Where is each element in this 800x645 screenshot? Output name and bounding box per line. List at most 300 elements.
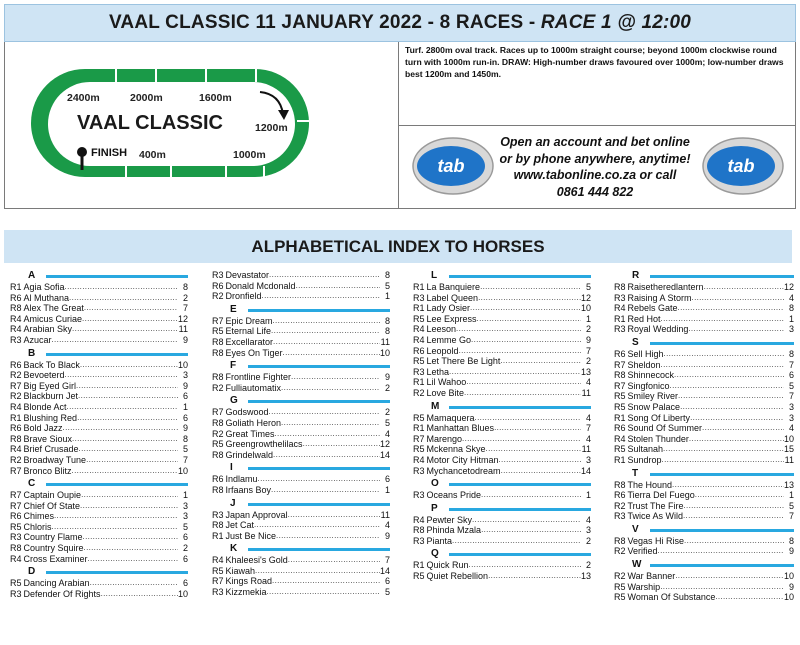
horse-entry — [614, 571, 794, 582]
horse-name: Great Times — [225, 428, 275, 439]
race-number: R1 — [614, 313, 626, 324]
horse-name: Goliath Heron — [225, 417, 282, 428]
horse-number: 6 — [182, 412, 188, 423]
horse-entry — [10, 455, 188, 466]
race-number: R2 — [10, 454, 22, 465]
promo-line-4: 0861 444 822 — [556, 184, 634, 199]
horse-entry — [212, 407, 390, 418]
horse-number: 6 — [182, 578, 188, 589]
letter-label: I — [230, 462, 233, 474]
horse-number: 7 — [182, 303, 188, 314]
race-number: R6 — [212, 474, 224, 485]
leader-dots — [452, 536, 581, 547]
track-name: VAAL CLASSIC — [77, 112, 223, 134]
tab-promo — [399, 125, 796, 208]
finish-label: FINISH — [91, 147, 128, 159]
horse-entry — [614, 536, 794, 547]
horse-name: Snow Palace — [627, 401, 681, 412]
race-number: R8 — [212, 347, 224, 358]
leader-dots — [303, 439, 380, 450]
letter-divider — [449, 553, 591, 556]
horse-name: Let There Be Light — [426, 356, 501, 367]
race-number: R7 — [413, 433, 425, 444]
horse-name: Mckenna Skye — [426, 444, 486, 455]
horse-entry — [614, 501, 794, 512]
race-number: R6 — [614, 490, 626, 501]
leader-dots — [79, 444, 178, 455]
horse-entry — [614, 303, 794, 314]
race-number: R2 — [212, 382, 224, 393]
horse-entry — [10, 554, 188, 565]
letter-divider — [449, 483, 591, 486]
horse-name: Al Muthana — [23, 292, 70, 303]
leader-dots — [273, 450, 380, 461]
title-race: RACE 1 @ 12:00 — [540, 12, 692, 33]
horse-entry — [10, 282, 188, 293]
horse-name: Back To Black — [23, 359, 80, 370]
tab-logo-right-text: tab — [727, 156, 755, 176]
leader-dots — [449, 367, 581, 378]
horse-number: 7 — [182, 454, 188, 465]
index-column-3 — [413, 270, 591, 584]
horse-name: La Banquiere — [426, 282, 481, 292]
horse-entry — [413, 536, 591, 547]
marker-1600m: 1600m — [199, 92, 232, 104]
leader-dots — [283, 348, 380, 359]
race-number: R8 — [614, 370, 626, 381]
letter-heading — [413, 548, 591, 559]
horse-number: 1 — [182, 401, 188, 412]
horse-entry — [413, 423, 591, 434]
horse-number: 5 — [384, 417, 390, 428]
leader-dots — [472, 515, 581, 526]
leader-dots — [702, 423, 784, 434]
letter-heading — [413, 401, 591, 412]
race-number: R2 — [212, 428, 224, 439]
horse-name: Lady Osier — [426, 303, 471, 314]
letter-label: S — [632, 336, 639, 348]
horse-name: Quick Run — [426, 560, 469, 571]
horse-entry — [10, 578, 188, 589]
letter-divider — [650, 529, 794, 532]
horse-entry — [10, 501, 188, 512]
horse-name: Motor City Hitman — [426, 454, 499, 465]
letter-heading — [10, 348, 188, 359]
horse-number: 8 — [182, 433, 188, 444]
leader-dots — [271, 485, 380, 496]
race-number: R5 — [614, 391, 626, 402]
horse-name: Raisetheredlantern — [627, 282, 704, 292]
leader-dots — [296, 281, 380, 292]
race-number: R7 — [10, 380, 22, 391]
page-title — [4, 4, 796, 42]
race-number: R4 — [10, 313, 22, 324]
horse-name: Shinnecock — [627, 370, 675, 381]
horse-entry — [212, 316, 390, 327]
horse-number: 9 — [384, 530, 390, 541]
horse-entry — [413, 293, 591, 304]
letter-divider — [46, 353, 188, 356]
horse-number: 1 — [384, 484, 390, 495]
horse-number: 4 — [585, 433, 591, 444]
horse-entry — [212, 587, 390, 598]
horse-name: Agia Sofia — [23, 282, 65, 292]
horse-number: 3 — [182, 370, 188, 381]
letter-heading — [413, 503, 591, 514]
horse-number: 13 — [580, 571, 591, 582]
promo-line-3: www.tabonline.co.za or call — [513, 168, 677, 182]
horse-number: 1 — [788, 313, 794, 324]
horse-number: 9 — [788, 581, 794, 592]
horse-number: 10 — [177, 359, 188, 370]
leader-dots — [664, 349, 784, 360]
horse-number: 11 — [380, 509, 390, 520]
race-number: R1 — [413, 377, 425, 388]
leader-dots — [84, 543, 178, 554]
horse-number: 13 — [783, 479, 794, 490]
horse-entry — [614, 592, 794, 603]
horse-entry — [10, 543, 188, 554]
horse-entry — [10, 589, 188, 600]
horse-number: 3 — [585, 454, 591, 465]
horse-number: 4 — [788, 292, 794, 303]
leader-dots — [271, 326, 380, 337]
horse-name: Bevoeterd — [23, 370, 65, 381]
letter-heading — [212, 360, 390, 371]
race-number: R2 — [413, 387, 425, 398]
horse-number: 8 — [384, 270, 390, 280]
letter-label: D — [28, 566, 36, 578]
letter-label: G — [230, 395, 238, 407]
letter-divider — [650, 275, 794, 278]
race-number: R6 — [10, 423, 22, 434]
race-number: R5 — [413, 313, 425, 324]
race-number: R3 — [212, 270, 224, 280]
race-number: R2 — [614, 571, 626, 582]
horse-entry — [413, 444, 591, 455]
letter-divider — [46, 571, 188, 574]
race-number: R8 — [413, 525, 425, 536]
horse-entry — [614, 282, 794, 293]
letter-heading — [10, 478, 188, 489]
race-number: R8 — [212, 449, 224, 460]
horse-name: Frontline Fighter — [225, 372, 292, 383]
horse-number: 12 — [177, 313, 188, 324]
race-number: R5 — [212, 565, 224, 576]
horse-name: Chloris — [23, 521, 52, 532]
horse-number: 10 — [379, 347, 390, 358]
horse-name: Song Of Liberty — [627, 412, 691, 423]
horse-number: 7 — [788, 391, 794, 402]
leader-dots — [72, 434, 178, 445]
leader-dots — [90, 578, 178, 589]
leader-dots — [464, 388, 581, 399]
letter-divider — [248, 467, 390, 470]
race-number: R6 — [413, 345, 425, 356]
horse-name: Country Squire — [23, 543, 84, 554]
leader-dots — [704, 282, 784, 293]
leader-dots — [288, 555, 380, 566]
horse-entry — [614, 434, 794, 445]
race-number: R8 — [212, 372, 224, 383]
race-number: R8 — [212, 484, 224, 495]
horse-entry — [10, 335, 188, 346]
horse-number: 10 — [783, 592, 794, 603]
race-number: R2 — [10, 370, 22, 381]
horse-name: Twice As Wild — [627, 511, 684, 522]
horse-entry — [212, 439, 390, 450]
leader-dots — [82, 314, 178, 325]
horse-entry — [10, 413, 188, 424]
leader-dots — [478, 293, 581, 304]
horse-entry — [413, 367, 591, 378]
horse-name: Just Be Nice — [225, 530, 277, 541]
race-number: R5 — [413, 571, 425, 582]
leader-dots — [52, 335, 178, 346]
leader-dots — [84, 303, 178, 314]
leader-dots — [254, 520, 380, 531]
horse-entry — [212, 450, 390, 461]
leader-dots — [690, 413, 784, 424]
horse-number: 5 — [182, 521, 188, 532]
race-number: R6 — [10, 511, 22, 522]
leader-dots — [276, 531, 380, 542]
race-number: R1 — [614, 412, 626, 423]
horse-entry — [212, 372, 390, 383]
horse-name: Khaleesi's Gold — [225, 555, 288, 566]
horse-number: 2 — [585, 560, 591, 571]
horse-number: 2 — [182, 543, 188, 554]
horse-number: 6 — [182, 391, 188, 402]
race-number: R1 — [413, 560, 425, 571]
letter-heading — [212, 543, 390, 554]
horse-name: Dancing Arabian — [23, 578, 90, 589]
horse-entry — [10, 532, 188, 543]
horse-number: 9 — [182, 380, 188, 391]
horse-name: Red Hot — [627, 313, 661, 324]
horse-name: Sultanah — [627, 444, 664, 455]
letter-label: O — [431, 478, 439, 490]
letter-divider — [248, 365, 390, 368]
horse-number: 5 — [585, 282, 591, 292]
horse-name: Amicus Curiae — [23, 313, 83, 324]
horse-entry — [413, 282, 591, 293]
horse-entry — [614, 349, 794, 360]
horse-entry — [212, 270, 390, 281]
horse-entry — [413, 335, 591, 346]
horse-entry — [614, 391, 794, 402]
horse-number: 13 — [580, 366, 591, 377]
letter-label: L — [431, 270, 438, 281]
race-number: R5 — [10, 521, 22, 532]
horse-entry — [614, 490, 794, 501]
horse-entry — [614, 582, 794, 593]
horse-number: 2 — [585, 356, 591, 367]
leader-dots — [688, 324, 784, 335]
horse-name: Warship — [627, 581, 661, 592]
horse-entry — [413, 560, 591, 571]
promo-text — [495, 134, 695, 200]
race-number: R5 — [413, 412, 425, 423]
horse-name: Jet Cat — [225, 520, 255, 531]
horse-entry — [413, 346, 591, 357]
marker-2400m: 2400m — [67, 92, 100, 104]
promo-line-2: or by phone anywhere, anytime! — [499, 151, 691, 166]
horse-entry — [413, 525, 591, 536]
letter-label: F — [230, 360, 237, 372]
leader-dots — [494, 423, 581, 434]
horse-name: Godswood — [225, 407, 269, 418]
horse-name: Mamaquera — [426, 412, 475, 423]
horse-name: Marengo — [426, 433, 463, 444]
race-number: R8 — [614, 479, 626, 490]
horse-entry — [614, 546, 794, 557]
leader-dots — [281, 418, 380, 429]
race-number: R5 — [614, 444, 626, 455]
letter-label: P — [431, 502, 438, 514]
horse-number: 3 — [585, 525, 591, 536]
horse-name: Smiley River — [627, 391, 679, 402]
horse-entry — [10, 423, 188, 434]
race-number: R5 — [212, 439, 224, 450]
leader-dots — [272, 576, 380, 587]
horse-name: Mychancetodream — [426, 465, 501, 476]
horse-number: 7 — [585, 423, 591, 434]
horse-number: 8 — [384, 326, 390, 337]
letter-label: J — [230, 497, 236, 509]
race-number: R8 — [614, 535, 626, 546]
horse-number: 2 — [182, 292, 188, 303]
race-number: R4 — [212, 555, 224, 566]
leader-dots — [72, 324, 178, 335]
horse-entry — [212, 510, 390, 521]
horse-entry — [212, 555, 390, 566]
leader-dots — [500, 356, 581, 367]
horse-entry — [10, 293, 188, 304]
horse-name: Fulliautomatix — [225, 382, 282, 393]
horse-entry — [10, 444, 188, 455]
leader-dots — [692, 293, 784, 304]
horse-number: 14 — [580, 465, 591, 476]
tab-logo-right — [701, 136, 785, 196]
horse-number: 6 — [788, 370, 794, 381]
horse-number: 8 — [788, 348, 794, 359]
horse-index — [0, 270, 800, 645]
leader-dots — [715, 592, 784, 603]
course-description: Turf. 2800m oval track. Races up to 1000m straight course; beyond 1000m clockwise round turn with 1000m run-in. DRAW: High-number draws favoured over 1000m; low-number draws best 1200m and 1450m. — [405, 45, 784, 79]
horse-entry — [10, 370, 188, 381]
leader-dots — [262, 291, 380, 302]
leader-dots — [480, 282, 581, 293]
horse-number: 3 — [182, 511, 188, 522]
letter-label: R — [632, 270, 640, 281]
horse-name: Rebels Gate — [627, 303, 678, 314]
horse-number: 6 — [384, 474, 390, 485]
race-number: R2 — [614, 546, 626, 557]
leader-dots — [672, 480, 784, 491]
leader-dots — [684, 536, 784, 547]
leader-dots — [486, 444, 581, 455]
leader-dots — [680, 402, 784, 413]
race-number: R4 — [413, 324, 425, 335]
horse-name: Cross Examiner — [23, 553, 88, 564]
horse-number: 10 — [177, 465, 188, 476]
race-number: R1 — [413, 303, 425, 314]
leader-dots — [54, 511, 178, 522]
leader-dots — [80, 501, 178, 512]
horse-entry — [10, 360, 188, 371]
horse-entry — [10, 324, 188, 335]
race-number: R4 — [10, 553, 22, 564]
race-number: R7 — [10, 465, 22, 476]
leader-dots — [78, 391, 178, 402]
index-column-2 — [212, 270, 390, 600]
horse-entry — [10, 522, 188, 533]
horse-entry — [10, 314, 188, 325]
horse-number: 3 — [788, 401, 794, 412]
leader-dots — [466, 377, 581, 388]
letter-divider — [248, 548, 390, 551]
horse-number: 7 — [384, 555, 390, 566]
letter-heading — [413, 270, 591, 281]
leader-dots — [65, 370, 178, 381]
letter-label: V — [632, 523, 639, 535]
horse-number: 7 — [788, 359, 794, 370]
letter-heading — [10, 270, 188, 281]
horse-entry — [212, 520, 390, 531]
horse-number: 5 — [788, 380, 794, 391]
letter-divider — [46, 275, 188, 278]
horse-name: Love Bite — [426, 387, 465, 398]
marker-1000m: 1000m — [233, 149, 266, 161]
leader-dots — [88, 554, 178, 565]
leader-dots — [684, 501, 784, 512]
horse-entry — [212, 418, 390, 429]
horse-number: 1 — [585, 313, 591, 324]
leader-dots — [459, 346, 581, 357]
marker-1200m: 1200m — [255, 122, 288, 134]
horse-number: 11 — [380, 336, 390, 347]
leader-dots — [255, 566, 380, 577]
horse-entry — [212, 348, 390, 359]
horse-number: 1 — [182, 490, 188, 501]
race-number: R7 — [212, 315, 224, 326]
horse-name: Vegas Hi Rise — [627, 535, 685, 546]
horse-name: Lee Express — [426, 313, 477, 324]
horse-number: 5 — [384, 587, 390, 598]
horse-name: Alex The Great — [23, 303, 84, 314]
horse-name: Singfonico — [627, 380, 670, 391]
horse-name: Bold Jazz — [23, 423, 63, 434]
leader-dots — [275, 429, 380, 440]
horse-number: 2 — [384, 382, 390, 393]
horse-entry — [413, 455, 591, 466]
horse-number: 1 — [384, 291, 390, 302]
horse-number: 11 — [581, 387, 591, 398]
leader-dots — [658, 546, 784, 557]
leader-dots — [481, 525, 581, 536]
horse-entry — [212, 474, 390, 485]
tab-logo-left — [411, 136, 495, 196]
horse-number: 8 — [788, 535, 794, 546]
leader-dots — [72, 466, 178, 477]
horse-name: Brave Sioux — [23, 433, 73, 444]
horse-number: 1 — [585, 490, 591, 501]
horse-name: Brief Crusade — [23, 444, 79, 455]
race-number: R4 — [413, 334, 425, 345]
horse-number: 11 — [581, 444, 591, 455]
horse-number: 1 — [788, 490, 794, 501]
